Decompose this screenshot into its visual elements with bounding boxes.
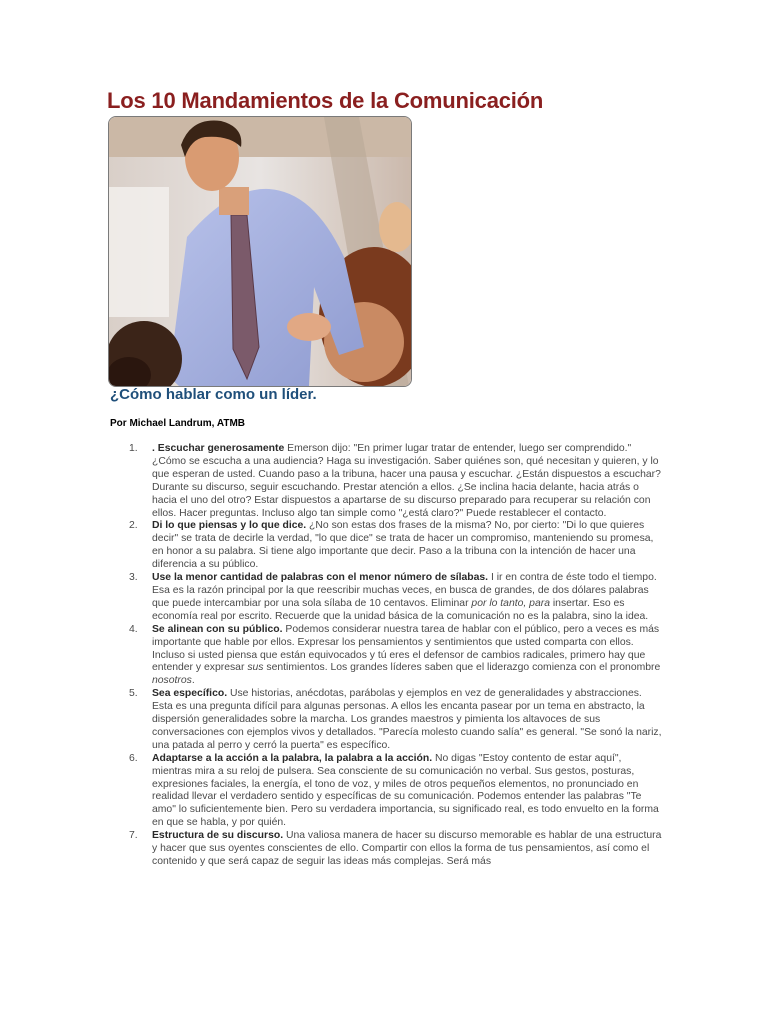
- item-number: 2.: [129, 520, 138, 532]
- list-item: [0, 830, 662, 869]
- item-heading: Se alinean con su público.: [152, 623, 283, 635]
- list-item: [0, 624, 662, 689]
- item-text: .: [191, 675, 195, 687]
- subtitle: ¿Cómo hablar como un líder.: [110, 386, 317, 403]
- list-item: [0, 520, 662, 572]
- item-text: Una valiosa manera de hacer su discurso memorable es hablar de una estructura y hacer que sus oyentes conscientes de ello. Compartir con ellos la forma de tus pensamientos, así como el contenido y que será capaz de seguir las ideas más complejas. Será más: [152, 830, 662, 867]
- list-item: [0, 688, 662, 753]
- item-heading: Use la menor cantidad de palabras con el menor número de sílabas.: [152, 572, 489, 584]
- item-heading: Sea específico.: [152, 688, 228, 700]
- item-text: Emerson dijo: "En primer lugar tratar de entender, luego ser comprendido." ¿Cómo se escucha a una audiencia? Haga su investigación. Saber quiénes son, qué necesitan y quieren, y lo que esperan de usted. Cuando paso a la tribuna, hacer una pausa y escuchar. ¿Están dispuestos a escuchar? Durante su discurso, seguir escuchando. Prestar atención a ellos. ¿Se inclina hacia delante, hacia atrás o hacia el uno del otro? Estar dispuestos a apartarse de su discurso preparado para recuperar su relación con ellos. Hacer preguntas. Incluso algo tan simple como "¿está claro?" Puede restablecer el contacto.: [152, 443, 661, 519]
- photo-illustration: [109, 117, 411, 386]
- item-number: 3.: [129, 572, 138, 584]
- item-number: 4.: [129, 623, 138, 635]
- item-text: Podemos considerar nuestra tarea de hablar con el público, pero a veces es más importante que hable por ellos. Expresar los pensamientos y sentimientos que usted comparta con ellos. Incluso si usted piensa que están equivocados y tú eres el defensor de cambios radicales, primero hay que entender y expresar: [152, 623, 660, 674]
- author-byline: Por Michael Landrum, ATMB: [110, 418, 246, 429]
- list-item: [0, 443, 662, 520]
- item-text: Use historias, anécdotas, parábolas y ejemplos en vez de generalidades y abstracciones. Esta es una pregunta difícil para algunas personas. A ellos les encanta pasear por un tema en abstracto, la dispersión generalidades sobre la marcha. Los grandes maestros y pimienta los altavoces de sus conversaciones con ejemplos vivos y detallados. "Parecía molesto cuando salía" es general. "Se sonó la nariz, una patada al perro y cerró la puerta" es específico.: [152, 688, 662, 751]
- item-text: I ir en contra de éste todo el tiempo. Esa es la razón principal por la que reescribir muchas veces, en busca de grandes, de dos dólares palabras que puede intercambiar por una sola sílaba de 10 centavos. Eliminar: [152, 572, 657, 609]
- list-item: [0, 753, 662, 830]
- page-title: Los 10 Mandamientos de la Comunicación: [107, 88, 544, 113]
- item-heading: Estructura de su discurso.: [152, 830, 284, 842]
- item-heading: Adaptarse a la acción a la palabra, la palabra a la acción.: [152, 752, 433, 764]
- item-italic-text: por lo tanto, para: [471, 597, 550, 609]
- item-heading: . Escuchar generosamente: [152, 443, 285, 454]
- item-number: 1.: [129, 443, 138, 454]
- item-text: ¿No son estas dos frases de la misma? No, por cierto: "Di lo que quieres decir" se trata de decirle la verdad, "lo que dice" se trata de hacer un compromiso, manteniendo su promesa, en honor a su palabra. Si tiene algo importante que decir. Paso a la tribuna con la intención de hacer una diferencia a su público.: [152, 520, 654, 571]
- list-item: [0, 572, 662, 624]
- commandments-list: [0, 443, 768, 869]
- item-text: No digas "Estoy contento de estar aquí", mientras mira a su reloj de pulsera. Sea consciente de su comunicación no verbal. Sus gestos, posturas, expresiones faciales, la energía, el tono de voz, y miles de otros pequeños elementos, no pronunciado en realidad llevar el verdadero sentido y específicas de su comunicación. Podemos entender las palabras "Te amo" lo suficientemente bien. Pero su verdadera importancia, su significado real, es todo envuelto en la forma en que se habla, y por quién.: [152, 752, 659, 829]
- presenter-photo: [108, 116, 412, 387]
- item-italic-text: nosotros: [152, 675, 192, 687]
- item-number: 7.: [129, 830, 138, 842]
- item-text: insertar. Eso es economía real por escrito. Recuerde que la unidad básica de la comunicación no es la palabra, sino la idea.: [152, 597, 649, 622]
- item-number: 5.: [129, 688, 138, 700]
- item-italic-text: sus: [247, 662, 264, 674]
- item-text: sentimientos. Los grandes líderes saben que el liderazgo comienza con el pronombre: [263, 662, 661, 674]
- item-number: 6.: [129, 752, 138, 764]
- item-heading: Di lo que piensas y lo que dice.: [152, 520, 307, 532]
